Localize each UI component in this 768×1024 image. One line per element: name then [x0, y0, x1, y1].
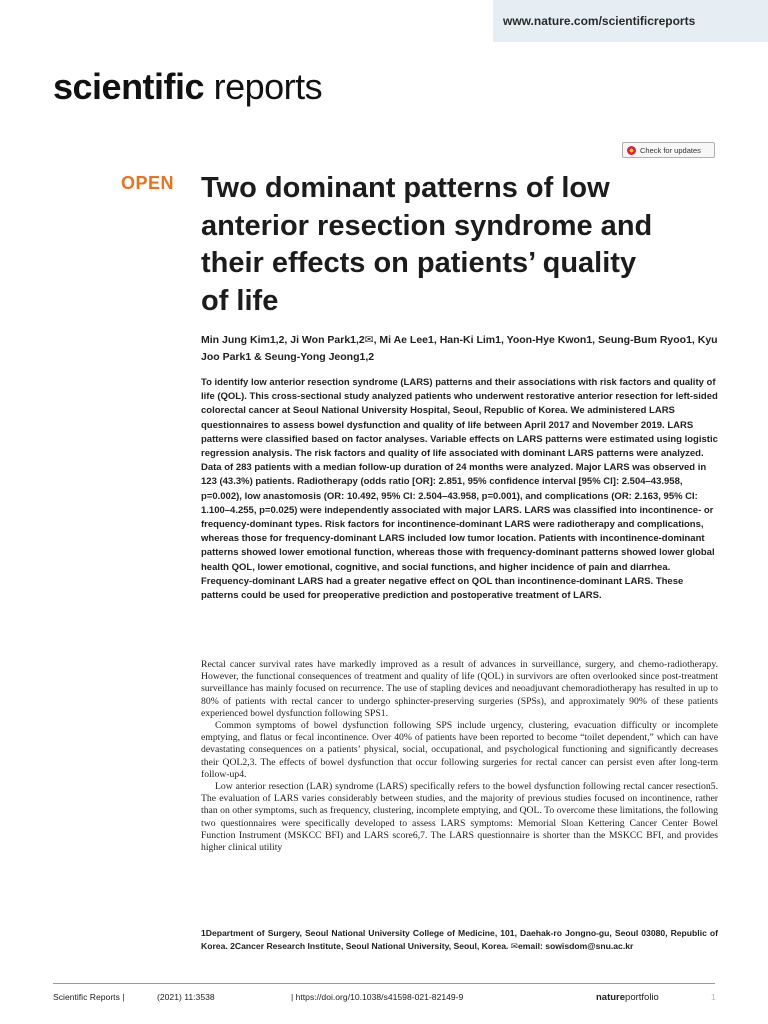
- crossmark-icon: [627, 146, 636, 155]
- body-paragraph: Low anterior resection (LAR) syndrome (LARS) specifically refers to the bowel dysfunction following rectal cancer resection5. The evaluation of LARS varies considerably between studies, and the majority of previous studies focused on incontinence, rather than on other symptoms, such as frequency, clustering, incomplete emptying, and QOL. To overcome these limitations, the following two questionnaires were specifically developed to assess LARS symptoms: Memorial Sloan Kettering Cancer Center Bowel Function Instrument (MSKCC BFI) and LARS score6,7. The LARS questionnaire is shorter than the MSKCC BFI, and provides higher clinical utility: [201, 781, 718, 854]
- brand-bold: nature: [596, 992, 626, 1003]
- journal-logo: [53, 66, 322, 108]
- check-for-updates-button[interactable]: [622, 142, 715, 158]
- abstract: To identify low anterior resection syndrome (LARS) patterns and their associations with risk factors and quality of life (QOL). This cross-sectional study analyzed patients who underwent restorative anterior resection for left-sided colorectal cancer at Seoul National University Hospital, Seoul, Republic of Korea. We administered LARS questionnaires to assess bowel dysfunction and quality of life between April 2017 and November 2019. LARS patterns were classified based on factor analyses. Variable effects on LARS patterns were estimated using logistic regression analysis. The risk factors and quality of life associated with dominant LARS patterns were analyzed. Data of 283 patients with a median follow-up duration of 24 months were analyzed. Major LARS was observed in 123 (43.3%) patients. Radiotherapy (odds ratio [OR]: 2.851, 95% confidence interval [95% CI]: 2.504–43.958, p=0.002), low anastomosis (OR: 10.492, 95% CI: 2.504–43.958, p=0.001), and complications (OR: 2.163, 95% CI: 1.100–4.255, p=0.025) were independently associated with major LARS. LARS was classified into incontinence- or frequency-dominant types. Risk factors for incontinence-dominant LARS were radiotherapy and complications, whereas those for frequency-dominant LARS included low tumor location. Patients with incontinence-dominant patterns showed lower emotional function, whereas those with frequency-dominant patterns showed lower global health QOL, lower emotional, cognitive, and social functions, and higher incidence of pain and diarrhea. Frequency-dominant LARS had a greater negative effect on QOL than incontinence-dominant LARS. These patterns could be used for preoperative prediction and postoperative treatment of LARS.: [201, 377, 718, 602]
- journal-url-tab[interactable]: [493, 0, 768, 42]
- body-paragraph: Common symptoms of bowel dysfunction following SPS include urgency, clustering, evacuation difficulty or incomplete emptying, and flatus or fecal incontinence. Over 40% of patients have been reported to become “toilet dependent,” which can have devastating consequences on a patients’ physical, social, occupational, and psychological functioning and significantly decreases their QOL2,3. The effects of bowel dysfunction that occur following surgeries for rectal cancer can persist even after long-term follow-up4.: [201, 720, 718, 780]
- check-for-updates-label: Check for updates: [640, 145, 701, 155]
- journal-logo-bold: scientific: [53, 66, 205, 107]
- journal-url[interactable]: www.nature.com/scientificreports: [503, 14, 696, 28]
- page-number: 1: [711, 992, 716, 1002]
- footer-doi-link[interactable]: | https://doi.org/10.1038/s41598-021-82149-9: [291, 992, 464, 1002]
- article-body: [201, 659, 718, 854]
- journal-logo-light: reports: [213, 66, 323, 107]
- article-title: Two dominant patterns of low anterior resection syndrome and their effects on patients’ quality of life: [201, 172, 653, 317]
- footer-divider: [53, 983, 715, 984]
- body-paragraph: Rectal cancer survival rates have markedly improved as a result of advances in surveillance, surgery, and chemo-radiotherapy. However, the functional consequences of treatment and quality of life (QOL) in survivors are often overlooked since post-treatment surveillance has mainly focused on recurrence. The use of stapling devices and neoadjuvant chemoradiotherapy has resulted in up to 80% of patients with rectal cancer to undergo sphincter-preserving surgeries (SPSs), and approximately 90% of these patients experienced bowel dysfunction following SPS1.: [201, 659, 718, 719]
- footer-journal: Scientific Reports |: [53, 992, 125, 1002]
- nature-portfolio-logo: [596, 992, 659, 1003]
- footer-citation: (2021) 11:3538: [157, 992, 215, 1002]
- affiliations-footnote: 1Department of Surgery, Seoul National University College of Medicine, 101, Daehak-ro Jongno-gu, Seoul 03080, Republic of Korea. 2Cancer Research Institute, Seoul National University, Seoul, Korea. ✉email: sowisdom@snu.ac.kr: [201, 928, 718, 951]
- open-access-badge: OPEN: [121, 173, 175, 193]
- brand-light: portfolio: [625, 992, 659, 1003]
- author-list: Min Jung Kim1,2, Ji Won Park1,2✉, Mi Ae Lee1, Han-Ki Lim1, Yoon-Hye Kwon1, Seung-Bum Ryoo1, Kyu Joo Park1 & Seung-Yong Jeong1,2: [201, 334, 718, 363]
